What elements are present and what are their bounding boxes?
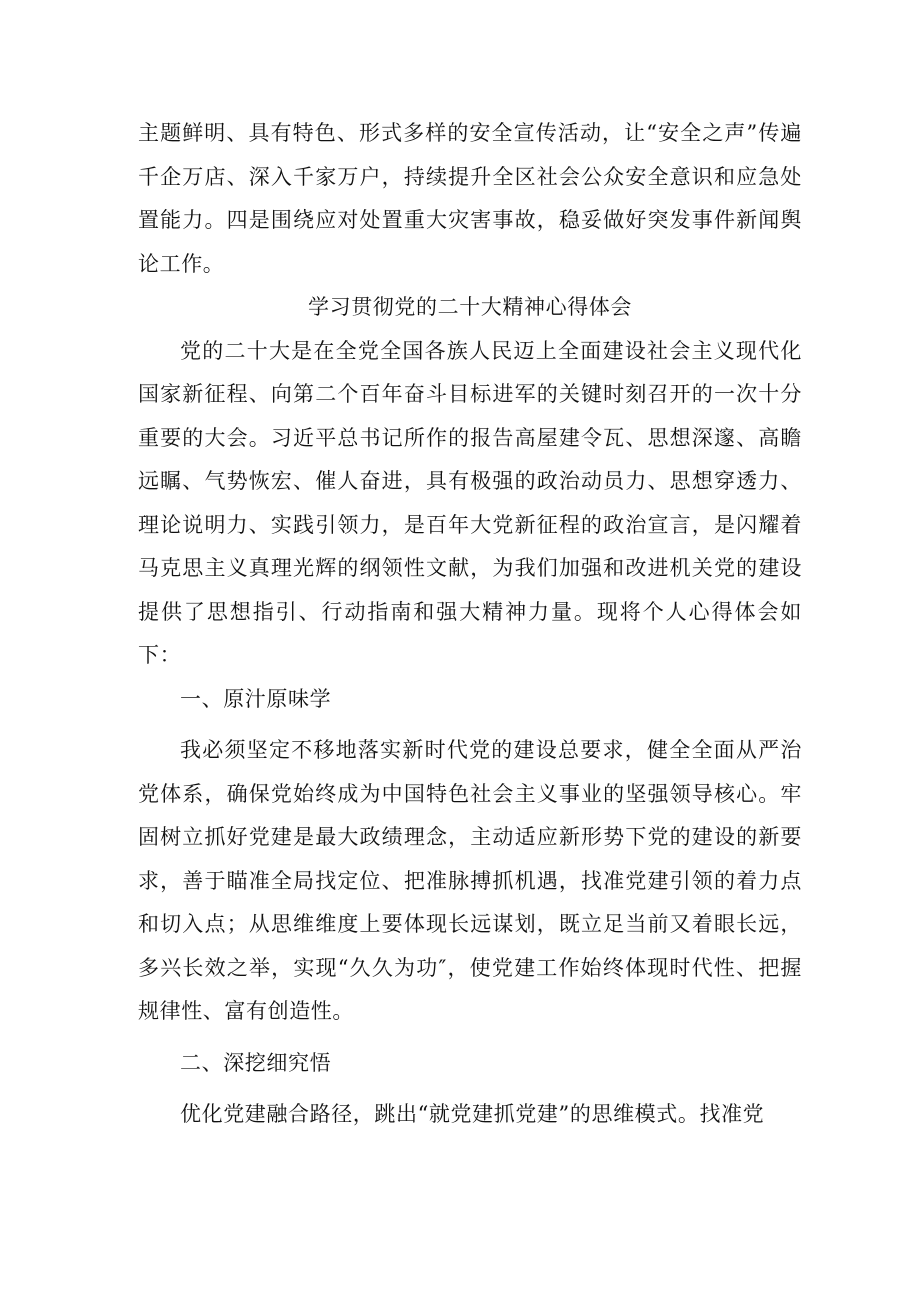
paragraph-1: 党的二十大是在全党全国各族人民迈上全面建设社会主义现代化国家新征程、向第二个百年奋斗目标进军的关键时刻召开的一次十分重要的大会。习近平总书记所作的报告高屋建令瓦、思想深邃、高瞻远瞩、气势恢宏、催人奋进，具有极强的政治动员力、思想穿透力、理论说明力、实践引领力，是百年大党新征程的政治宣言，是闪耀着马克思主义真理光辉的纲领性文献，为我们加强和改进机关党的建设提供了思想指引、行动指南和强大精神力量。现将个人心得体会如下： <box>138 338 802 667</box>
document-body <box>138 112 802 1137</box>
section-heading-1: 一、原汁原味学 <box>180 686 332 711</box>
paragraph-2: 我必须坚定不移地落实新时代党的建设总要求，健全全面从严治党体系，确保党始终成为中国特色社会主义事业的坚强领导核心。牢固树立抓好党建是最大政绩理念，主动适应新形势下党的建设的新要求，善于瞄准全局找定位、把准脉搏抓机遇，找准党建引领的着力点和切入点；从思维维度上要体现长远谋划，既立足当前又着眼长远，多兴长效之举，实现“久久为功″，使党建工作始终体现时代性、把握规律性、富有创造性。 <box>138 738 802 1023</box>
intro-continuation-paragraph: 主题鲜明、具有特色、形式多样的安全宣传活动，让“安全之声”传遍千企万店、深入千家万户，持续提升全区社会公众安全意识和应急处置能力。四是围绕应对处置重大灾害事故，稳妥做好突发事件新闻舆论工作。 <box>138 121 802 276</box>
document-title: 学习贯彻党的二十大精神心得体会 <box>308 295 632 319</box>
paragraph-3: 优化党建融合路径，跳出“就党建抓党建”的思维模式。找准党 <box>180 1102 765 1126</box>
section-heading-2: 二、深挖细究悟 <box>180 1050 332 1075</box>
